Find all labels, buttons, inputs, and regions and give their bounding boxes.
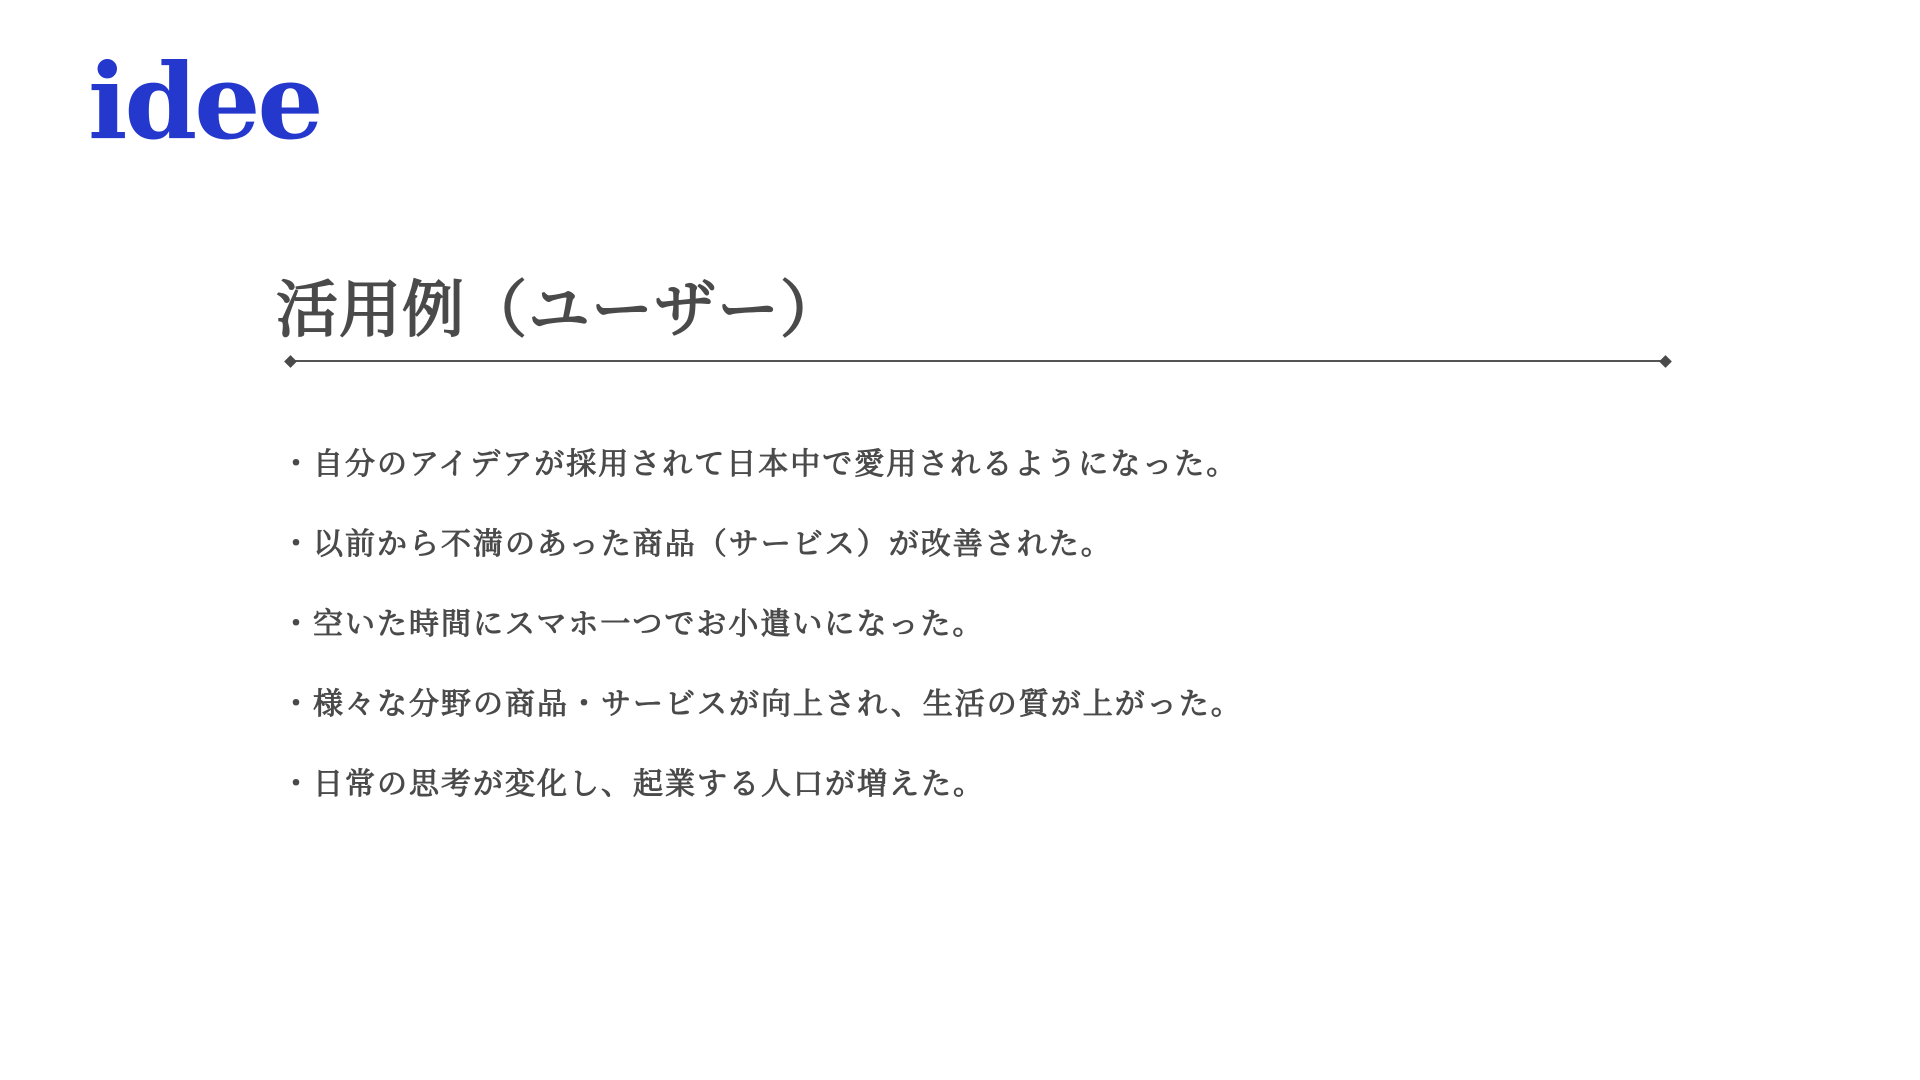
title-divider — [286, 356, 1670, 366]
list-item: ・以前から不満のあった商品（サービス）が改善された。 — [281, 528, 1113, 561]
brand-logo: idee — [88, 40, 321, 163]
list-item: ・様々な分野の商品・サービスが向上され、生活の質が上がった。 — [281, 688, 1243, 721]
list-item: ・日常の思考が変化し、起業する人口が増えた。 — [281, 768, 985, 801]
list-item: ・空いた時間にスマホ一つでお小遣いになった。 — [281, 608, 985, 641]
divider-diamond-right-icon — [1659, 355, 1672, 368]
bullet-list — [281, 425, 1243, 825]
divider-line — [293, 360, 1663, 362]
list-item: ・自分のアイデアが採用されて日本中で愛用されるようになった。 — [281, 448, 1239, 481]
divider-diamond-left-icon — [284, 355, 297, 368]
slide-title: 活用例（ユーザー） — [276, 275, 844, 345]
